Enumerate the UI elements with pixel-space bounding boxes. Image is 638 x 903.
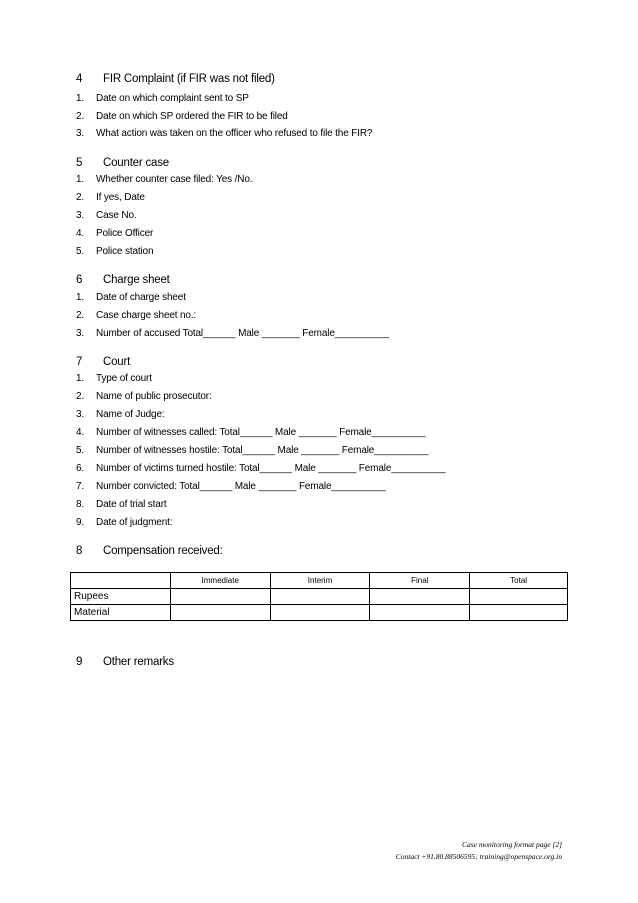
list-item: 3. What action was taken on the officer who refused to file the FIR? [76,128,373,139]
table-row [71,589,568,605]
section-title: Court [103,356,131,368]
section-4-heading [76,73,275,85]
section-number: 6 [76,274,83,286]
table-cell [470,589,568,605]
column-header: Total [470,573,568,589]
list-item: 5. Number of witnesses hostile: Total______ Male _______ Female__________ [76,445,429,456]
section-6-heading [76,274,170,286]
footer-contact: Contact +91.80.88506595; training@openspace.org.in [395,852,562,861]
table-header-row [71,573,568,589]
section-number: 8 [76,545,83,557]
section-5-heading [76,157,169,169]
section-title: Counter case [103,157,169,169]
list-item: 3. Number of accused Total______ Male _______ Female__________ [76,328,389,339]
section-7-heading [76,356,130,368]
section-title: Other remarks [103,656,174,668]
section-title: Charge sheet [103,274,170,286]
table-row [71,605,568,621]
list-item: 2. Case charge sheet no.: [76,310,197,321]
section-number: 9 [76,656,83,668]
list-item: 4. Number of witnesses called: Total______ Male _______ Female__________ [76,427,426,438]
column-header: Immediate [170,573,270,589]
column-header: Final [370,573,470,589]
table-cell [470,605,568,621]
table-cell [270,589,370,605]
list-item: 1. Date on which complaint sent to SP [76,93,249,104]
table-cell [170,589,270,605]
row-label: Rupees [71,589,171,605]
section-9-heading [76,656,174,668]
list-item: 2. If yes, Date [76,192,145,203]
compensation-table [70,572,568,621]
list-item: 4. Police Officer [76,228,154,239]
section-title: Compensation received: [103,545,223,557]
list-item: 3. Name of Judge: [76,409,165,420]
column-header [71,573,171,589]
list-item: 5. Police station [76,246,154,257]
table-cell [370,589,470,605]
list-item: 9. Date of judgment: [76,517,173,528]
list-item: 3. Case No. [76,210,137,221]
table-cell [170,605,270,621]
section-title: FIR Complaint (if FIR was not filed) [103,73,275,85]
section-number: 5 [76,157,83,169]
list-item: 2. Date on which SP ordered the FIR to be filed [76,111,288,122]
list-item: 6. Number of victims turned hostile: Total______ Male _______ Female__________ [76,463,446,474]
row-label: Material [71,605,171,621]
column-header: Interim [270,573,370,589]
list-item: 1. Type of court [76,373,152,384]
section-number: 4 [76,73,83,85]
list-item: 1. Date of charge sheet [76,292,186,303]
list-item: 7. Number convicted: Total______ Male _______ Female__________ [76,481,386,492]
list-item: 2. Name of public prosecutor: [76,391,212,402]
section-number: 7 [76,356,83,368]
footer-page-label: Case monitoring format page [2] [461,840,562,849]
list-item: 8. Date of trial start [76,499,167,510]
list-item: 1. Whether counter case filed: Yes /No. [76,174,253,185]
section-8-heading [76,545,223,557]
table-cell [270,605,370,621]
table-cell [370,605,470,621]
